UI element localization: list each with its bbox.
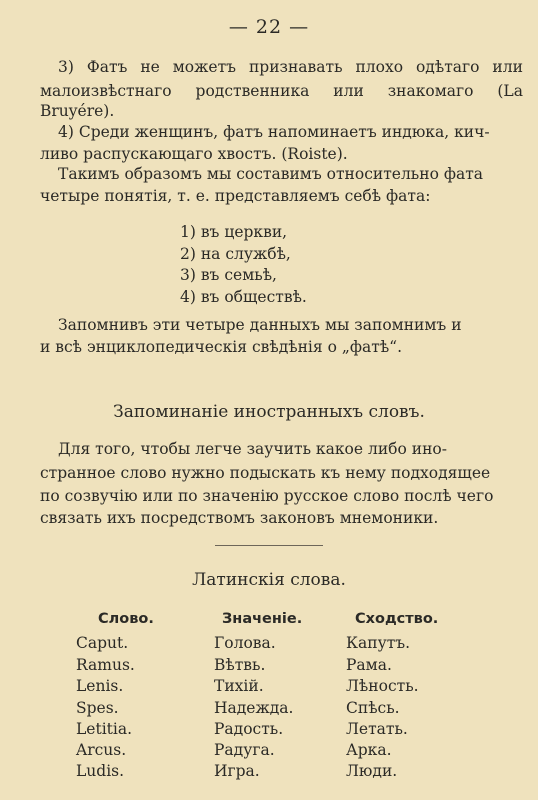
- list-item: 1) въ церкви,: [180, 223, 288, 241]
- paragraph-line: 4) Среди женщинъ, фатъ напоминаетъ индюка, кич-: [58, 123, 490, 141]
- paragraph-line: ливо распускающаго хвостъ. (Roiste).: [40, 145, 348, 163]
- paragraph-line: Для того, чтобы легче заучить какое либо ино-: [58, 440, 447, 458]
- paragraph-line: малоизвѣстнаго родственника или знакомаго (La: [40, 82, 523, 100]
- meaning: Радуга.: [214, 741, 275, 759]
- paragraph-line: четыре понятія, т. е. представляемъ себѣ фата:: [40, 187, 431, 205]
- paragraph-line: Bruyére).: [40, 102, 115, 120]
- column-header-word: Слово.: [98, 611, 154, 627]
- meaning: Радость.: [214, 720, 284, 738]
- paragraph-line: Такимъ образомъ мы составимъ относительно фата: [58, 165, 484, 183]
- list-item: 4) въ обществѣ.: [180, 288, 307, 306]
- page-number: — 22 —: [228, 16, 310, 38]
- similar-word: Арка.: [346, 741, 392, 759]
- meaning: Игра.: [214, 762, 260, 780]
- latin-word: Arcus.: [76, 741, 127, 759]
- similar-word: Спѣсь.: [346, 699, 400, 717]
- column-header-meaning: Значеніе.: [222, 611, 303, 627]
- paragraph-line: и всѣ энциклопедическія свѣдѣнія о „фатѣ“.: [40, 338, 403, 356]
- list-item: 2) на службѣ,: [180, 245, 291, 263]
- paragraph-line: по созвучію или по значенію русское слово послѣ чего: [40, 487, 494, 505]
- paragraph-line: 3) Фатъ не можетъ признавать плохо одѣтаго или: [58, 58, 523, 76]
- latin-word: Ludis.: [76, 762, 125, 780]
- latin-word: Spes.: [76, 699, 119, 717]
- meaning: Тихій.: [214, 677, 264, 695]
- meaning: Надежда.: [214, 699, 294, 717]
- latin-heading: Латинскія слова.: [192, 570, 346, 590]
- latin-word: Letitia.: [76, 720, 133, 738]
- latin-word: Ramus.: [76, 656, 135, 674]
- similar-word: Летать.: [346, 720, 408, 738]
- similar-word: Рама.: [346, 656, 392, 674]
- paragraph-line: связать ихъ посредствомъ законовъ мнемоники.: [40, 509, 439, 527]
- meaning: Голова.: [214, 634, 276, 652]
- paragraph-line: странное слово нужно подыскать къ нему подходящее: [40, 464, 491, 482]
- column-header-similarity: Сходство.: [355, 611, 439, 627]
- latin-word: Caput.: [76, 634, 129, 652]
- section-heading: Запоминаніе иностранныхъ словъ.: [113, 402, 425, 422]
- meaning: Вѣтвь.: [214, 656, 266, 674]
- similar-word: Капутъ.: [346, 634, 411, 652]
- list-item: 3) въ семьѣ,: [180, 266, 277, 284]
- similar-word: Люди.: [346, 762, 398, 780]
- paragraph-line: Запомнивъ эти четыре данныхъ мы запомнимъ и: [58, 316, 462, 334]
- latin-word: Lenis.: [76, 677, 124, 695]
- similar-word: Лѣность.: [346, 677, 419, 695]
- separator-rule: [215, 545, 323, 546]
